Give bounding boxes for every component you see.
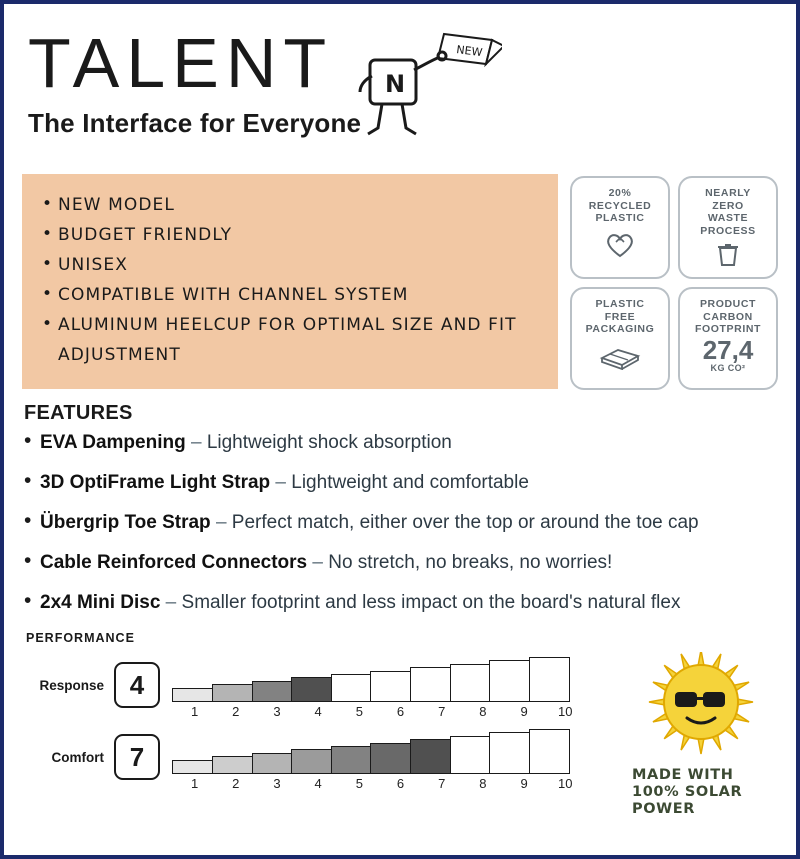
badge-line: NEARLY bbox=[705, 187, 751, 199]
badge-carbon-footprint bbox=[678, 287, 778, 390]
feature-item: • 3D OptiFrame Light Strap – Lightweight and comfortable bbox=[40, 471, 778, 494]
feature-desc: Lightweight shock absorption bbox=[206, 432, 452, 453]
scale-cell bbox=[172, 760, 213, 774]
feature-desc: Smaller footprint and less impact on the board's natural flex bbox=[181, 592, 681, 613]
recycle-heart-icon bbox=[603, 229, 637, 259]
scale-cell bbox=[331, 746, 372, 774]
mascot-icon bbox=[352, 30, 502, 145]
feature-name: Übergrip Toe Strap bbox=[40, 512, 211, 533]
svg-text:NEW: NEW bbox=[455, 43, 484, 60]
scale-tick-label: 9 bbox=[520, 703, 528, 719]
badge-line: PLASTIC bbox=[595, 212, 645, 224]
feature-name: Cable Reinforced Connectors bbox=[40, 552, 308, 573]
list-item: • UNISEX bbox=[58, 250, 544, 280]
scale-tick-label: 10 bbox=[558, 775, 573, 791]
highlight-list bbox=[36, 190, 544, 370]
scale-tick-label: 4 bbox=[314, 775, 322, 791]
trash-bin-icon bbox=[715, 241, 741, 267]
badge-line: PRODUCT bbox=[699, 298, 757, 310]
scale-tick-label: 8 bbox=[479, 775, 487, 791]
scale-cell bbox=[489, 732, 530, 773]
features-heading: FEATURES bbox=[24, 402, 133, 424]
scale-cell bbox=[252, 681, 293, 702]
feature-desc: Lightweight and comfortable bbox=[291, 472, 529, 493]
highlights-and-badges bbox=[22, 174, 778, 390]
scale-cell bbox=[291, 677, 332, 701]
scale-cell bbox=[172, 688, 213, 702]
scale-cell bbox=[489, 660, 530, 701]
scale-tick-label: 4 bbox=[314, 703, 322, 719]
scale-tick-label: 10 bbox=[558, 703, 573, 719]
scale-tick-label: 2 bbox=[232, 703, 240, 719]
solar-line-1: MADE WITH bbox=[632, 767, 734, 783]
eco-badge-grid bbox=[570, 174, 778, 390]
feature-desc: No stretch, no breaks, no worries! bbox=[328, 552, 613, 573]
badge-line: ZERO bbox=[712, 199, 744, 212]
badge-line: 20% bbox=[608, 187, 632, 199]
performance-score: 4 bbox=[114, 662, 160, 708]
badge-line: RECYCLED bbox=[588, 199, 652, 212]
performance-scale bbox=[174, 724, 586, 791]
list-item: • COMPATIBLE WITH CHANNEL SYSTEM bbox=[58, 280, 544, 310]
highlight-box bbox=[22, 174, 558, 389]
feature-item: • EVA Dampening – Lightweight shock absorption bbox=[40, 431, 778, 454]
scale-tick-label: 6 bbox=[396, 703, 405, 719]
solar-power-block bbox=[626, 652, 776, 818]
scale-tick-label: 1 bbox=[190, 703, 199, 719]
feature-name: 2x4 Mini Disc bbox=[40, 592, 161, 613]
scale-cell bbox=[291, 749, 332, 773]
performance-name: Comfort bbox=[51, 749, 104, 765]
scale-tick-label: 2 bbox=[232, 775, 240, 791]
feature-item: • Cable Reinforced Connectors – No stretch, no breaks, no worries! bbox=[40, 551, 778, 574]
feature-item: • 2x4 Mini Disc – Smaller footprint and less impact on the board's natural flex bbox=[40, 591, 778, 614]
scale-cell bbox=[252, 753, 293, 774]
solar-line-3: POWER bbox=[632, 801, 696, 817]
carbon-unit: KG CO² bbox=[710, 362, 746, 373]
performance-scale bbox=[174, 652, 586, 719]
scale-tick-label: 3 bbox=[273, 775, 281, 791]
scale-tick-label: 9 bbox=[520, 775, 528, 791]
scale-tick-label: 1 bbox=[190, 775, 199, 791]
badge-line: CARBON bbox=[703, 310, 753, 323]
solar-line-2: 100% SOLAR bbox=[632, 784, 743, 800]
badge-recycled-plastic bbox=[570, 176, 670, 279]
performance-heading: PERFORMANCE bbox=[26, 631, 135, 645]
scale-cell bbox=[212, 756, 253, 773]
scale-tick-label: 7 bbox=[438, 703, 446, 719]
brand-title: TALENT bbox=[28, 24, 334, 102]
feature-item: • Übergrip Toe Strap – Perfect match, either over the top or around the toe cap bbox=[40, 511, 778, 534]
badge-line: WASTE bbox=[707, 212, 749, 224]
scale-tick-label: 8 bbox=[479, 703, 487, 719]
cardboard-box-icon bbox=[598, 340, 642, 370]
scale-cell bbox=[331, 674, 372, 702]
badge-line: FOOTPRINT bbox=[694, 323, 762, 335]
badge-zero-waste bbox=[678, 176, 778, 279]
scale-cell bbox=[370, 743, 411, 774]
tagline: The Interface for Everyone bbox=[28, 108, 362, 138]
scale-cell bbox=[450, 736, 491, 774]
list-item: • BUDGET FRIENDLY bbox=[58, 220, 544, 250]
scale-tick-label: 6 bbox=[396, 775, 405, 791]
performance-score: 7 bbox=[114, 734, 160, 780]
list-item: • ALUMINUM HEELCUP FOR OPTIMAL SIZE AND FIT ADJUSTMENT bbox=[58, 310, 544, 370]
feature-desc: Perfect match, either over the top or around the toe cap bbox=[231, 512, 699, 533]
scale-cell bbox=[212, 684, 253, 701]
header bbox=[22, 24, 778, 174]
feature-name: 3D OptiFrame Light Strap bbox=[40, 472, 271, 493]
feature-name: EVA Dampening bbox=[40, 432, 186, 453]
scale-cell bbox=[450, 664, 491, 702]
scale-cell bbox=[529, 729, 570, 774]
badge-line: FREE bbox=[604, 310, 636, 323]
scale-cell bbox=[410, 739, 451, 773]
badge-line: PROCESS bbox=[700, 224, 756, 237]
badge-line: PLASTIC bbox=[595, 298, 645, 310]
svg-text:N: N bbox=[385, 70, 406, 98]
scale-cell bbox=[410, 667, 451, 701]
scale-cell bbox=[529, 657, 570, 702]
scale-tick-label: 5 bbox=[355, 775, 363, 791]
performance-name: Response bbox=[39, 677, 104, 693]
badge-plastic-free-packaging bbox=[570, 287, 670, 390]
scale-tick-label: 3 bbox=[273, 703, 281, 719]
scale-cell bbox=[370, 671, 411, 702]
badge-line: PACKAGING bbox=[585, 323, 655, 335]
list-item: • NEW MODEL bbox=[58, 190, 544, 220]
scale-tick-label: 5 bbox=[355, 703, 363, 719]
carbon-value: 27,4 bbox=[702, 334, 754, 365]
sun-with-sunglasses-icon bbox=[641, 652, 761, 758]
scale-tick-label: 7 bbox=[438, 775, 446, 791]
